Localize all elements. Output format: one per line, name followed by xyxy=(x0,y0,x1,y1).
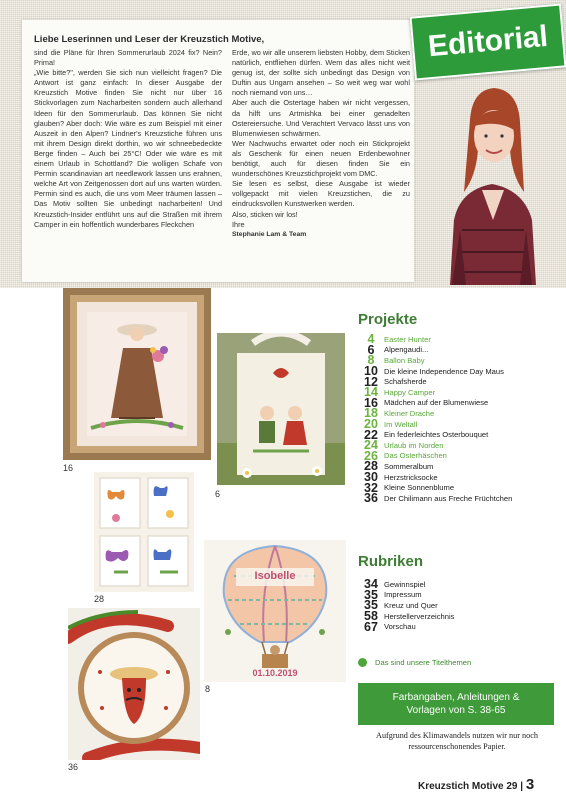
contents-page-number: 8 xyxy=(367,353,375,368)
balloon-date: 01.10.2019 xyxy=(252,668,298,678)
contents-entry xyxy=(358,472,512,483)
contents-title: Ein federleichtes Osterbouquet xyxy=(384,430,489,440)
editor-portrait xyxy=(432,80,554,285)
photo-label-lady: 16 xyxy=(63,463,74,473)
contents-page-number: 35 xyxy=(364,587,378,602)
contents-title: Herzstricksocke xyxy=(384,472,438,482)
editorial-signature: Stephanie Lam & Team xyxy=(232,230,307,238)
contents-entry xyxy=(358,621,454,632)
editorial-paragraph: Erde, wo wir alle unserem liebsten Hobby, dem Sticken natürlich, entfliehen dürfen. Wem das alles nicht weit genug ist, der sollte sich unbedingt das Design von Duftin aus Ungarn ansehen – So weit weg war wohl noch niemand von uns… xyxy=(232,48,410,98)
photo-butterflies xyxy=(94,472,194,592)
contents-entry xyxy=(358,395,512,410)
contents-page-number: 6 xyxy=(367,342,375,357)
editorial-paragraph: Sie lesen es selbst, diese Ausgabe ist wieder vollgepackt mit vielen Kreuzstichen, die zu eindrucksvollen Kunstwerken werden. xyxy=(232,179,410,209)
contents-title: Das Osterhäschen xyxy=(384,451,447,461)
magazine-name: Kreuzstich Motive 29 xyxy=(418,781,518,792)
contents-page-number: 24 xyxy=(364,438,378,453)
contents-title: Im Weltall xyxy=(384,419,418,429)
contents-page-number: 28 xyxy=(364,459,378,474)
rubriken-list xyxy=(358,579,454,632)
contents-entry xyxy=(358,448,512,463)
photo-label-chili: 36 xyxy=(68,762,79,772)
projekte-list xyxy=(358,334,512,504)
footer-divider: | xyxy=(520,781,526,792)
contents-title: Happy Camper xyxy=(384,387,436,397)
editorial-paragraph: Aber auch die Ostertage haben wir nicht vergessen, da hilft uns Artmishka bei einer genadelten Ostereiersuche. Und Verachtert Vervaco lässt uns von Blumenwiesen schwärmen. xyxy=(232,98,410,138)
contents-page-number: 26 xyxy=(364,448,378,463)
instructions-box xyxy=(358,683,554,725)
contents-title: Urlaub im Norden xyxy=(384,440,444,450)
contents-title: Kleiner Drache xyxy=(384,408,435,418)
photo-label-bag: 6 xyxy=(215,489,221,499)
contents-page-number: 14 xyxy=(364,385,378,400)
contents-entry xyxy=(358,461,512,472)
contents-entry xyxy=(358,429,512,440)
editorial-paragraph: Also, sticken wir los! xyxy=(232,209,298,219)
contents-entry xyxy=(358,342,512,357)
contents-page-number: 4 xyxy=(367,332,375,347)
legend-text: Das sind unsere Titelthemen xyxy=(375,658,472,667)
contents-entry xyxy=(358,408,512,419)
contents-title: Ballon Baby xyxy=(384,355,425,365)
contents-entry xyxy=(358,440,512,451)
photo-label-butterflies: 28 xyxy=(94,594,105,604)
editorial-paragraph: „Wie bitte?", werden Sie sich nun vielleicht fragen? Die Antwort ist ganz einfach: In dieser Ausgabe der Kreuzstich Motive finden Sie nicht nur über 16 Stickvorlagen zum Nacharbeiten sondern auch allerhand Ideen für den Sommerurlaub. Das können Sie nicht glauben? Aber doch: Wie wäre es zum Beispiel mit einer Auszeit in den Alpen? Lindner's Kreuzstiche führen uns mit ihrem Design direkt dorthin, wo wir schneebedeckte Berge finden – Auch bei 25°C! Oder wie wäre es mit einem Urlaub in Schottland? Die wolligen Schafe von Permin scandinavian art needlework lassen uns erahnen, welche Art von Zeitgenossen dort auf uns warten würden. Permin sind es auch, die uns vom Meer träumen lassen – Das Motiv sollten Sie unbedingt nacharbeiten! Und Kreuzstich-Insider entführt uns auf die Straßen mit ihrem Camper in ein hoffentlich wunderbares Fleckchen xyxy=(34,68,222,229)
contents-entry xyxy=(358,482,512,493)
lady-picture-graphic xyxy=(63,288,211,460)
contents-title: Easter Hunter xyxy=(384,334,431,344)
chili-graphic xyxy=(68,608,200,760)
photo-lady-frame xyxy=(63,288,211,460)
contents-entry xyxy=(358,334,512,345)
rubriken-title: Rubriken xyxy=(358,553,424,570)
instructions-line-1: Farbangaben, Anleitungen & xyxy=(392,692,520,703)
contents-page-number: 16 xyxy=(364,395,378,410)
contents-page-number: 20 xyxy=(364,417,378,432)
editorial-badge: Editorial xyxy=(410,3,566,80)
contents-title: Alpengaudi... xyxy=(384,345,429,355)
editorial-headline: Liebe Leserinnen und Leser der Kreuzstich Motive, xyxy=(34,34,265,45)
contents-title: Mädchen auf der Blumenwiese xyxy=(384,398,489,408)
contents-entry xyxy=(358,366,512,377)
contents-page-number: 35 xyxy=(364,598,378,613)
contents-page-number: 30 xyxy=(364,470,378,485)
contents-page-number: 34 xyxy=(364,577,378,592)
contents-page-number: 36 xyxy=(364,491,378,506)
contents-page-number: 32 xyxy=(364,480,378,495)
photo-balloon xyxy=(204,540,346,682)
editorial-paragraph: Ihre xyxy=(232,219,245,229)
editorial-paragraph: sind die Pläne für Ihren Sommerurlaub 2024 fix? Nein? Prima! xyxy=(34,48,222,68)
titelthemen-legend xyxy=(358,658,471,667)
contents-entry xyxy=(358,387,512,398)
contents-title: Herstellerverzeichnis xyxy=(384,611,455,621)
photo-label-balloon: 8 xyxy=(205,684,211,694)
contents-title: Sommeralbum xyxy=(384,461,434,471)
contents-entry xyxy=(358,376,512,387)
contents-page-number: 12 xyxy=(364,374,378,389)
page-number: 3 xyxy=(525,776,535,793)
contents-title: Vorschau xyxy=(384,622,416,632)
contents-title: Schafsherde xyxy=(384,377,427,387)
page-footer xyxy=(418,776,534,793)
contents-entry xyxy=(358,493,512,504)
green-dot-icon xyxy=(358,658,367,667)
balloon-graphic xyxy=(204,540,346,682)
contents-entry xyxy=(358,419,512,430)
balloon-name: Isobelle xyxy=(254,570,296,582)
instructions-line-2: Vorlagen von S. 38-65 xyxy=(406,705,506,716)
editorial-column-1 xyxy=(34,48,222,230)
contents-title: Gewinnspiel xyxy=(384,579,426,589)
contents-title: Der Chilimann aus Freche Früchtchen xyxy=(384,493,513,503)
contents-page-number: 67 xyxy=(364,619,378,634)
contents-title: Impressum xyxy=(384,590,422,600)
photo-chili-hoop xyxy=(68,608,200,760)
editorial-paragraph: Wer Nachwuchs erwartet oder noch ein Stickprojekt als Geschenk für einen neuen Erdenbewohner benötigt, auch für diesen finden Sie ein wunderschönes Kreuzstichprojekt vom DMC. xyxy=(232,138,410,179)
contents-page-number: 10 xyxy=(364,364,378,379)
contents-title: Die kleine Independence Day Maus xyxy=(384,366,504,376)
contents-page-number: 58 xyxy=(364,609,378,624)
contents-entry xyxy=(358,355,512,366)
contents-page-number: 22 xyxy=(364,427,378,442)
contents-title: Kreuz und Quer xyxy=(384,600,438,610)
editorial-column-2 xyxy=(232,48,410,240)
tote-bag-graphic xyxy=(217,333,345,485)
climate-note: Aufgrund des Klimawandels nutzen wir nur noch ressourcenschonendes Papier. xyxy=(376,731,538,751)
contents-title: Kleine Sonnenblume xyxy=(384,483,455,493)
photo-tote-bag xyxy=(217,333,345,485)
projekte-title: Projekte xyxy=(358,311,418,328)
butterflies-graphic xyxy=(94,472,194,592)
contents-page-number: 18 xyxy=(364,406,378,421)
